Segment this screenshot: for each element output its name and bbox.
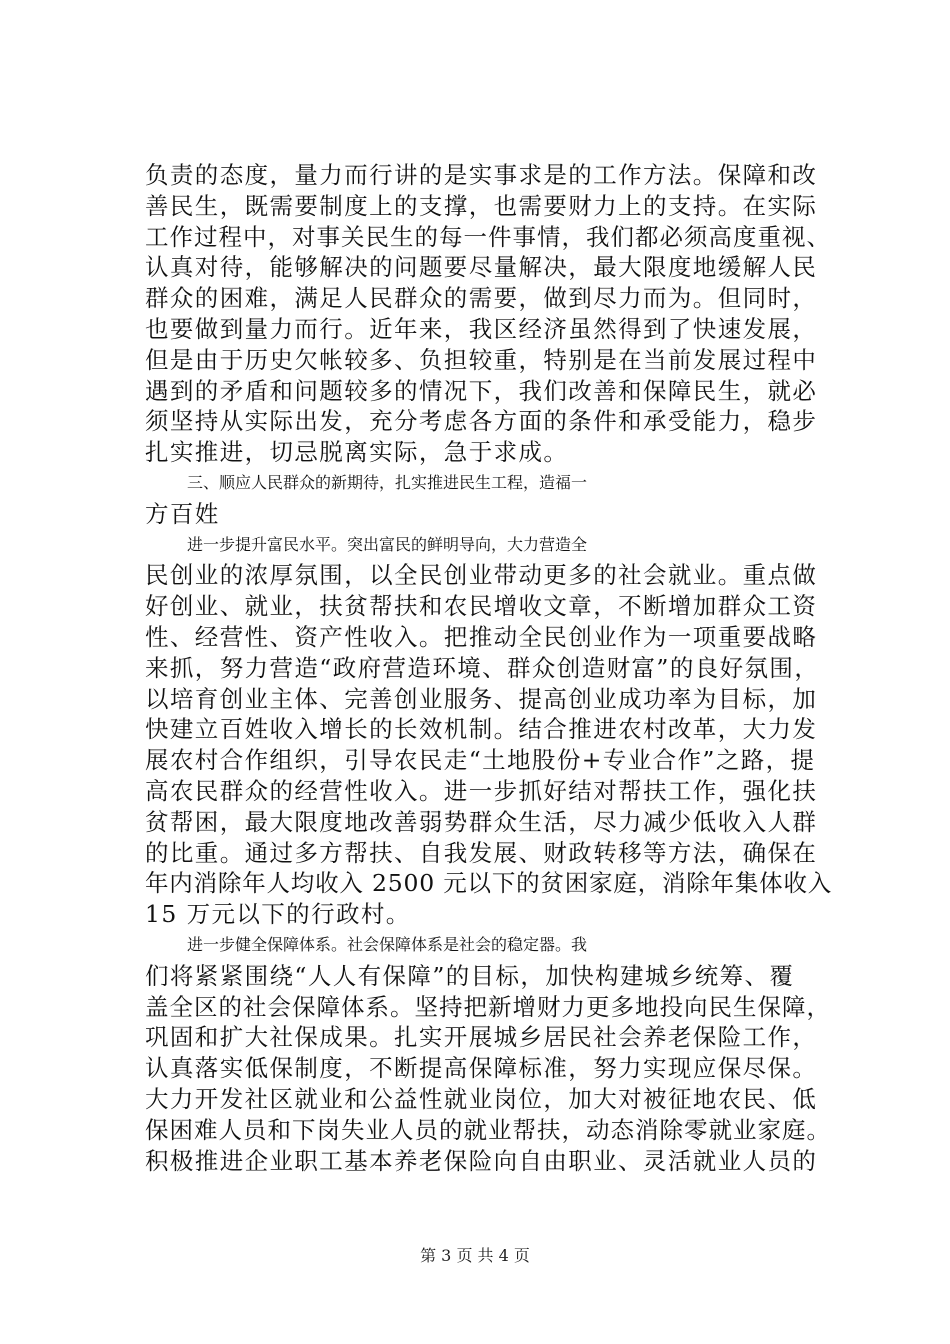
text-line: 快建立百姓收入增长的长效机制。结合推进农村改革，大力发 [145,715,818,744]
text-line: 好创业、就业，扶贫帮扶和农民增收文章，不断增加群众工资 [145,592,818,621]
text-line: 贫帮困，最大限度地改善弱势群众生活，尽力减少低收入人群 [145,807,818,836]
text-line: 群众的困难，满足人民群众的需要，做到尽力而为。但同时， [145,284,818,313]
text-line: 负责的态度，量力而行讲的是实事求是的工作方法。保障和改 [145,161,818,189]
text-line: 民创业的浓厚氛围，以全民创业带动更多的社会就业。重点做 [145,561,818,590]
document-body [145,160,835,1176]
page-number-footer: 第 3 页 共 4 页 [420,1246,530,1265]
text-line: 巩固和扩大社保成果。扎实开展城乡居民社会养老保险工作， [145,1023,818,1052]
text-line: 盖全区的社会保障体系。坚持把新增财力更多地投向民生保障， [145,992,831,1021]
text-line: 以培育创业主体、完善创业服务、提高创业成功率为目标，加 [145,684,818,713]
text-line: 也要做到量力而行。近年来，我区经济虽然得到了快速发展， [145,314,818,343]
text-line: 须坚持从实际出发，充分考虑各方面的条件和承受能力，稳步 [145,407,818,436]
text-line: 工作过程中，对事关民生的每一件事情，我们都必须高度重视、 [145,222,831,251]
text-line: 但是由于历史欠帐较多、负担较重，特别是在当前发展过程中 [145,345,818,374]
text-line: 保困难人员和下岗失业人员的就业帮扶，动态消除零就业家庭。 [145,1115,831,1144]
text-line: 年内消除年人均收入 2500 元以下的贫困家庭，消除年集体收入 [145,869,833,898]
text-line: 方百姓 [145,499,220,528]
text-line: 认真落实低保制度，不断提高保障标准，努力实现应保尽保。 [145,1054,818,1083]
text-line: 性、经营性、资产性收入。把推动全民创业作为一项重要战略 [145,622,818,651]
text-line: 大力开发社区就业和公益性就业岗位，加大对被征地农民、低 [145,1084,818,1113]
text-line: 认真对待，能够解决的问题要尽量解决，最大限度地缓解人民 [145,253,818,282]
text-line: 的比重。通过多方帮扶、自我发展、财政转移等方法，确保在 [145,838,818,867]
text-line: 遇到的矛盾和问题较多的情况下，我们改善和保障民生，就必 [145,376,818,405]
text-line: 进一步提升富民水平。突出富民的鲜明导向，大力营造全 [187,534,588,554]
text-line: 来抓，努力营造“政府营造环境、群众创造财富”的良好氛围， [145,653,820,682]
text-line: 15 万元以下的行政村。 [145,900,411,929]
text-line: 展农村合作组织，引导农民走“土地股份+专业合作”之路，提 [145,746,816,775]
text-line: 善民生，既需要制度上的支撑，也需要财力上的支持。在实际 [145,191,818,220]
text-line: 三、顺应人民群众的新期待，扎实推进民生工程，造福一 [187,472,588,492]
text-line: 高农民群众的经营性收入。进一步抓好结对帮扶工作，强化扶 [145,776,818,805]
text-line: 进一步健全保障体系。社会保障体系是社会的稳定器。我 [187,934,588,954]
text-line: 扎实推进，切忌脱离实际，急于求成。 [145,438,569,467]
text-line: 积极推进企业职工基本养老保险向自由职业、灵活就业人员的 [145,1146,818,1175]
text-line: 们将紧紧围绕“人人有保障”的目标，加快构建城乡统筹、覆 [145,961,795,990]
